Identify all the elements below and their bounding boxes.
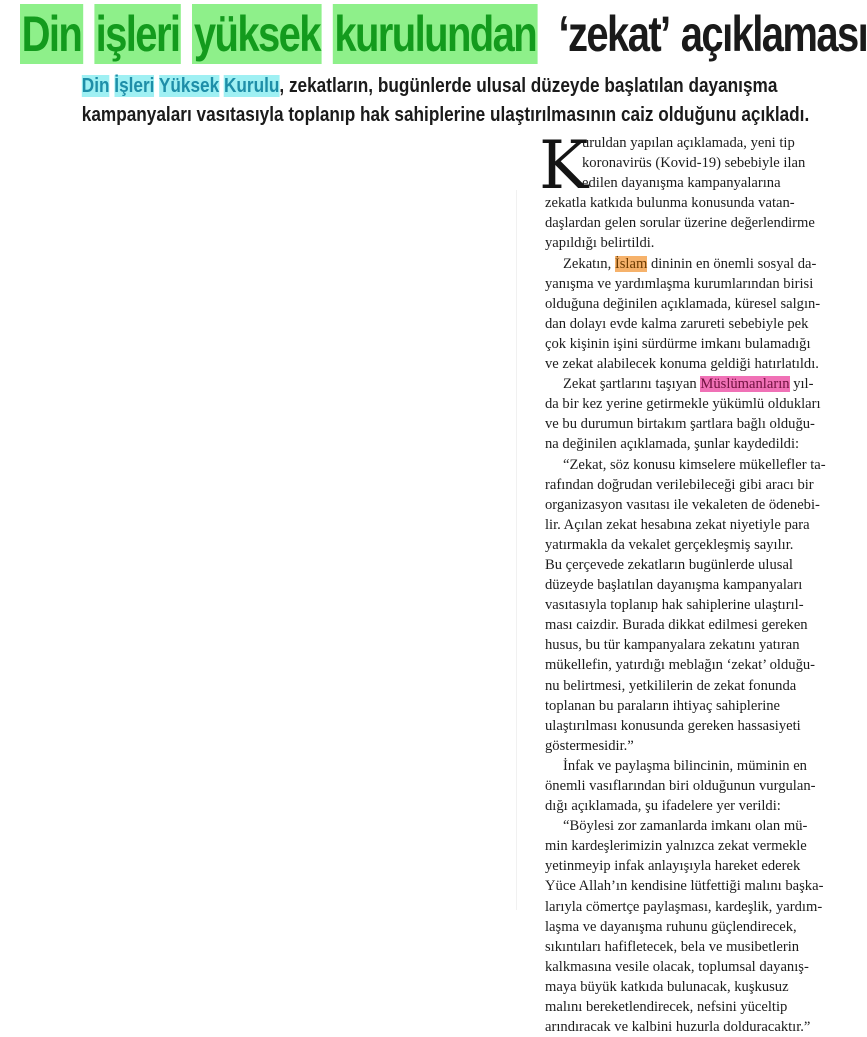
article-line: rafından doğrudan verilebileceği gibi aracı bir (545, 476, 814, 493)
subheadline (81, 72, 810, 130)
article-line: yapıldığı belirtildi. (545, 235, 655, 252)
drop-cap: K (539, 127, 589, 204)
article-line: organizasyon vasıtası ile vekaleten de ödenebi- (545, 496, 820, 513)
article-line: Bu çerçevede zekatların bugünlerde ulusal (545, 556, 793, 573)
muslumanlarin-line-after: yıl- (789, 376, 814, 393)
article-line: düzeyde başlatılan dayanışma kampanyaları (545, 577, 803, 594)
article-line: da bir kez yerine getirmekle yükümlü oldukları (545, 396, 821, 413)
article-line: ması caizdir. Burada dikkat edilmesi gereken (545, 617, 808, 634)
subhead-line-1 (81, 72, 778, 101)
article-line: zekatla katkıda bulunma konusunda vatan- (545, 195, 795, 212)
subhead-highlight-yuksek: Yüksek (158, 75, 220, 97)
article-line-muslumanlarin (545, 374, 814, 394)
headline-word-kurulundan: kurulundan (334, 6, 537, 62)
article-line: yanışma ve yardımlaşma kurumlarından birisi (545, 275, 814, 292)
article-line: olduğuna değinilen açıklamada, küresel salgın- (545, 295, 821, 312)
headline-word-isleri: işleri (95, 6, 180, 62)
islam-line-after: dininin en önemli sosyal da- (647, 255, 817, 272)
headline-word-aciklamasi: açıklaması (680, 6, 867, 62)
article-line: toplanan bu paraların ihtiyaç sahiplerine (545, 697, 781, 714)
article-line: daşlardan gelen sorular üzerine değerlendirme (545, 215, 815, 232)
article-line: mükellefin, yatırdığı meblağın ‘zekat’ olduğu- (545, 657, 816, 674)
article-line: önemli vasıflarından biri olduğunun vurgulan- (545, 778, 816, 794)
subhead-highlight-din: Din (81, 75, 110, 97)
article-line: göstermesidir.” (545, 737, 634, 754)
article-line-islam (545, 254, 817, 274)
article-line: sıkıntıları hafifletecek, bela ve musibetlerin (545, 938, 800, 955)
subhead-line-2: kampanyaları vasıtasıyla toplanıp hak sahiplerine ulaştırılmasının caiz olduğunu açıkladı. (81, 104, 810, 126)
article-line: na değinilen açıklamada, şunlar kaydedildi: (545, 436, 800, 453)
article-body (539, 127, 826, 1037)
article-line: çok kişinin işini sürdürme imkanı bulamadığı (545, 335, 811, 352)
headline-word-yuksek: yüksek (193, 6, 320, 62)
article-line: yetinmeyip infak anlayışıyla hareket ederek (545, 858, 801, 875)
muslumanlarin-line-before: Zekat şartlarını taşıyan (563, 376, 701, 393)
article-line: lir. Açılan zekat hesabına zekat niyetiyle para (545, 516, 810, 533)
article-line: laşma ve dayanışma ruhunu güçlendirecek, (545, 918, 797, 935)
article-line: arındıracak ve kalbini huzurla dolduracaktır.” (545, 1019, 811, 1036)
subhead-highlight-isleri: İşleri (114, 75, 155, 97)
article-line: “Zekat, söz konusu kimselere mükellefler ta- (563, 456, 826, 473)
article-line: ve bu durumun birtakım şartlara bağlı olduğu- (545, 416, 815, 433)
article-line: nu belirtmesi, yetkililerin de zekat fonunda (545, 677, 797, 694)
islam-line-before: Zekatın, (563, 255, 615, 272)
article-line: dığı açıklamada, şu ifadelere yer verildi: (545, 798, 781, 815)
article-line: min kardeşlerimizin yalnızca zekat vermekle (545, 838, 807, 855)
article-line: larıyla cömertçe paylaşması, kardeşlik, yardım- (545, 898, 823, 915)
column-divider (516, 190, 517, 910)
article-line: uruldan yapılan açıklamada, yeni tip (582, 135, 795, 151)
muslumanlarin-highlight: Müslümanların (700, 376, 790, 393)
article-line: yatırmakla da vekalet gerçekleşmiş sayılır. (545, 536, 794, 553)
article-line: “Böylesi zor zamanlarda imkanı olan mü- (563, 818, 808, 835)
headline (20, 4, 867, 66)
headline-word-zekat: ‘zekat’ (558, 6, 670, 62)
article-line: vasıtasıyla toplanıp hak sahiplerine ulaştırıl- (545, 597, 804, 614)
article-line: edilen dayanışma kampanyalarına (582, 175, 781, 192)
article-line: malını bereketlendirecek, nefsini yüceltip (545, 999, 788, 1016)
article-line: İnfak ve paylaşma bilincinin, müminin en (563, 757, 807, 774)
article-line: Yüce Allah’ın kendisine lütfettiği malını başka- (545, 878, 824, 895)
article-line: ve zekat alabilecek konuma geldiği hatırlatıldı. (545, 356, 819, 373)
article-line: ulaştırılması konusunda gereken hassasiyeti (545, 717, 801, 734)
article-line: maya büyük katkıda bulunacak, kuşkusuz (545, 978, 789, 995)
subhead-line-1-rest: , zekatların, bugünlerde ulusal düzeyde başlatılan dayanışma (279, 75, 778, 97)
headline-word-din: Din (21, 6, 82, 62)
article-line: kalkmasına vesile olacak, toplumsal dayanış- (545, 958, 809, 975)
article-line: koronavirüs (Kovid-19) sebebiyle ilan (582, 155, 806, 172)
article-line: husus, bu tür kampanyalara zekatını yatıran (545, 637, 800, 654)
article-line: dan dolayı evde kalma zarureti sebebiyle pek (545, 315, 809, 332)
islam-highlight: İslam (614, 255, 648, 272)
subhead-highlight-kurulu: Kurulu (223, 75, 280, 97)
